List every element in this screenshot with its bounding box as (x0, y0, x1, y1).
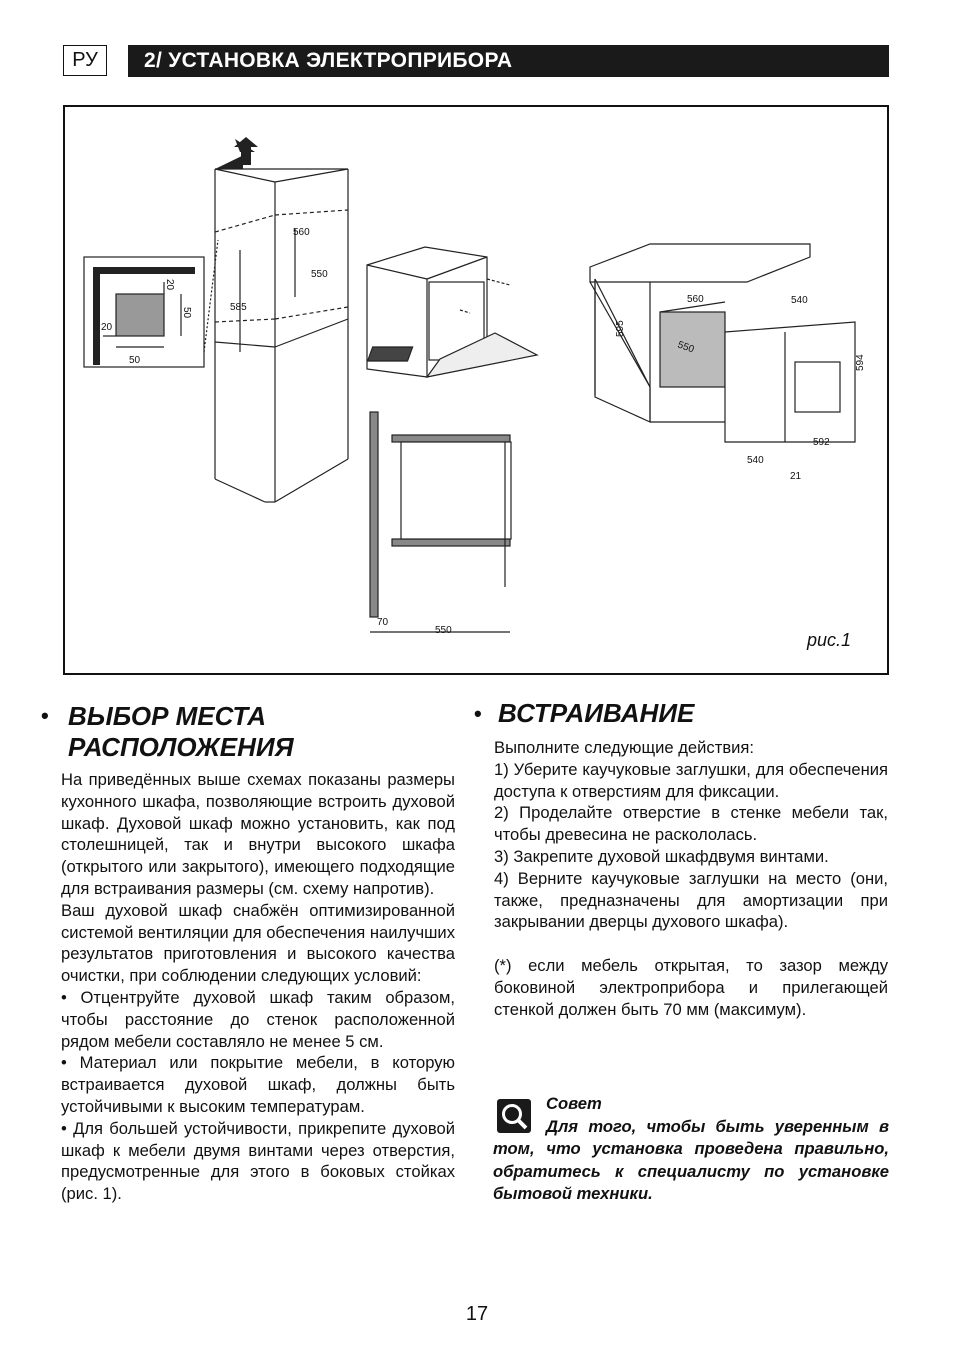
language-badge: РУ (63, 45, 107, 76)
dim-corner-50-bottom: 50 (129, 355, 141, 366)
figure-caption: рис.1 (806, 630, 851, 650)
placement-paragraph-1: На приведённых выше схемах показаны размеры кухонного шкафа, позволяющие встроить духовой шкаф. Духовой шкаф можно установить, как под столешницей, так и внутри высокого шкафа (открытого или закрытого), имеющего подходящие для встраивания размеры (см. схему напротив). (61, 770, 455, 898)
installation-step-3: 3) Закрепите духовой шкафдвумя винтами. (494, 846, 829, 866)
dim-counter-550: 550 (675, 339, 696, 356)
dim-depth-550: 550 (435, 625, 452, 636)
placement-paragraph-2: Ваш духовой шкаф снабжён оптимизированной системой вентиляции для обеспечения наилучших результатов приготовления и высокого качества очистки, при соблюдении следующих условий: (61, 900, 455, 986)
dim-tall-550: 550 (311, 269, 328, 280)
dim-gap-70: 70 (377, 617, 389, 628)
installation-intro: Выполните следующие действия: (494, 738, 754, 757)
corner-detail (84, 240, 218, 367)
dim-corner-20-left: 20 (101, 322, 113, 333)
heading-placement-line1: ВЫБОР МЕСТА (68, 701, 267, 731)
heading-installation: ВСТРАИВАНИЕ (498, 698, 695, 728)
dim-oven-540-top: 540 (791, 295, 808, 306)
tip-title: Совет (546, 1094, 602, 1113)
tip-text: Для того, чтобы быть уверенным в том, что установка проведена правильно, обратитесь к специалисту по установке бытовой техники. (493, 1116, 889, 1203)
section-header (128, 45, 889, 77)
dim-corner-50-right: 50 (181, 307, 192, 319)
tall-cabinet (215, 137, 348, 502)
placement-text (61, 769, 455, 1205)
undercounter-section (370, 412, 511, 636)
installation-step-2: 2) Проделайте отверстие в стенке мебели так, чтобы древесина не раскололась. (494, 803, 888, 845)
heading-placement (68, 701, 294, 763)
installation-diagram (65, 107, 887, 673)
heading-bullet-right: • (474, 701, 482, 726)
page-number: 17 (465, 1303, 489, 1325)
installation-text (494, 737, 888, 1021)
dim-counter-595: 595 (615, 320, 626, 337)
dim-tall-560: 560 (293, 227, 310, 238)
dim-oven-21: 21 (790, 471, 802, 482)
dim-oven-540-bottom: 540 (747, 455, 764, 466)
installation-figure (63, 105, 889, 675)
heading-placement-line2: РАСПОЛОЖЕНИЯ (68, 732, 294, 762)
dim-oven-592: 592 (813, 437, 830, 448)
installation-step-1: 1) Уберите каучуковые заглушки, для обеспечения доступа к отверстиям для фиксации. (494, 759, 888, 801)
open-furniture-note: (*) если мебель открытая, то зазор между боковиной электроприбора и прилегающей стенкой должен быть 70 мм (максимум). (494, 956, 888, 1019)
placement-condition-3: • Для большей устойчивости, прикрепите духовой шкаф к мебели двумя винтами через отверстия, предусмотренные для этого в боковых стойках (рис. 1). (61, 1118, 455, 1204)
oven-open-view (367, 247, 537, 377)
dim-oven-594: 594 (855, 354, 866, 371)
section-title: 2/ УСТАНОВКА ЭЛЕКТРОПРИБОРА (144, 49, 513, 72)
dim-corner-20-top: 20 (164, 279, 175, 291)
heading-bullet-left: • (41, 703, 49, 728)
placement-condition-1: • Отцентруйте духовой шкаф таким образом, чтобы расстояние до стенок расположенной рядом мебели составляло не менее 5 см. (61, 987, 455, 1051)
dim-counter-560: 560 (687, 294, 704, 305)
placement-condition-2: • Материал или покрытие мебели, в которую встраивается духовой шкаф, должны быть устойчивыми к высоким температурам. (61, 1053, 455, 1116)
dim-tall-585: 585 (230, 302, 247, 313)
tip-box (493, 1093, 889, 1206)
counter-cabinet (590, 244, 866, 482)
installation-step-4: 4) Верните каучуковые заглушки на место (они, также, предназначены для амортизации при закрывании дверцы духового шкафа). (494, 868, 888, 932)
